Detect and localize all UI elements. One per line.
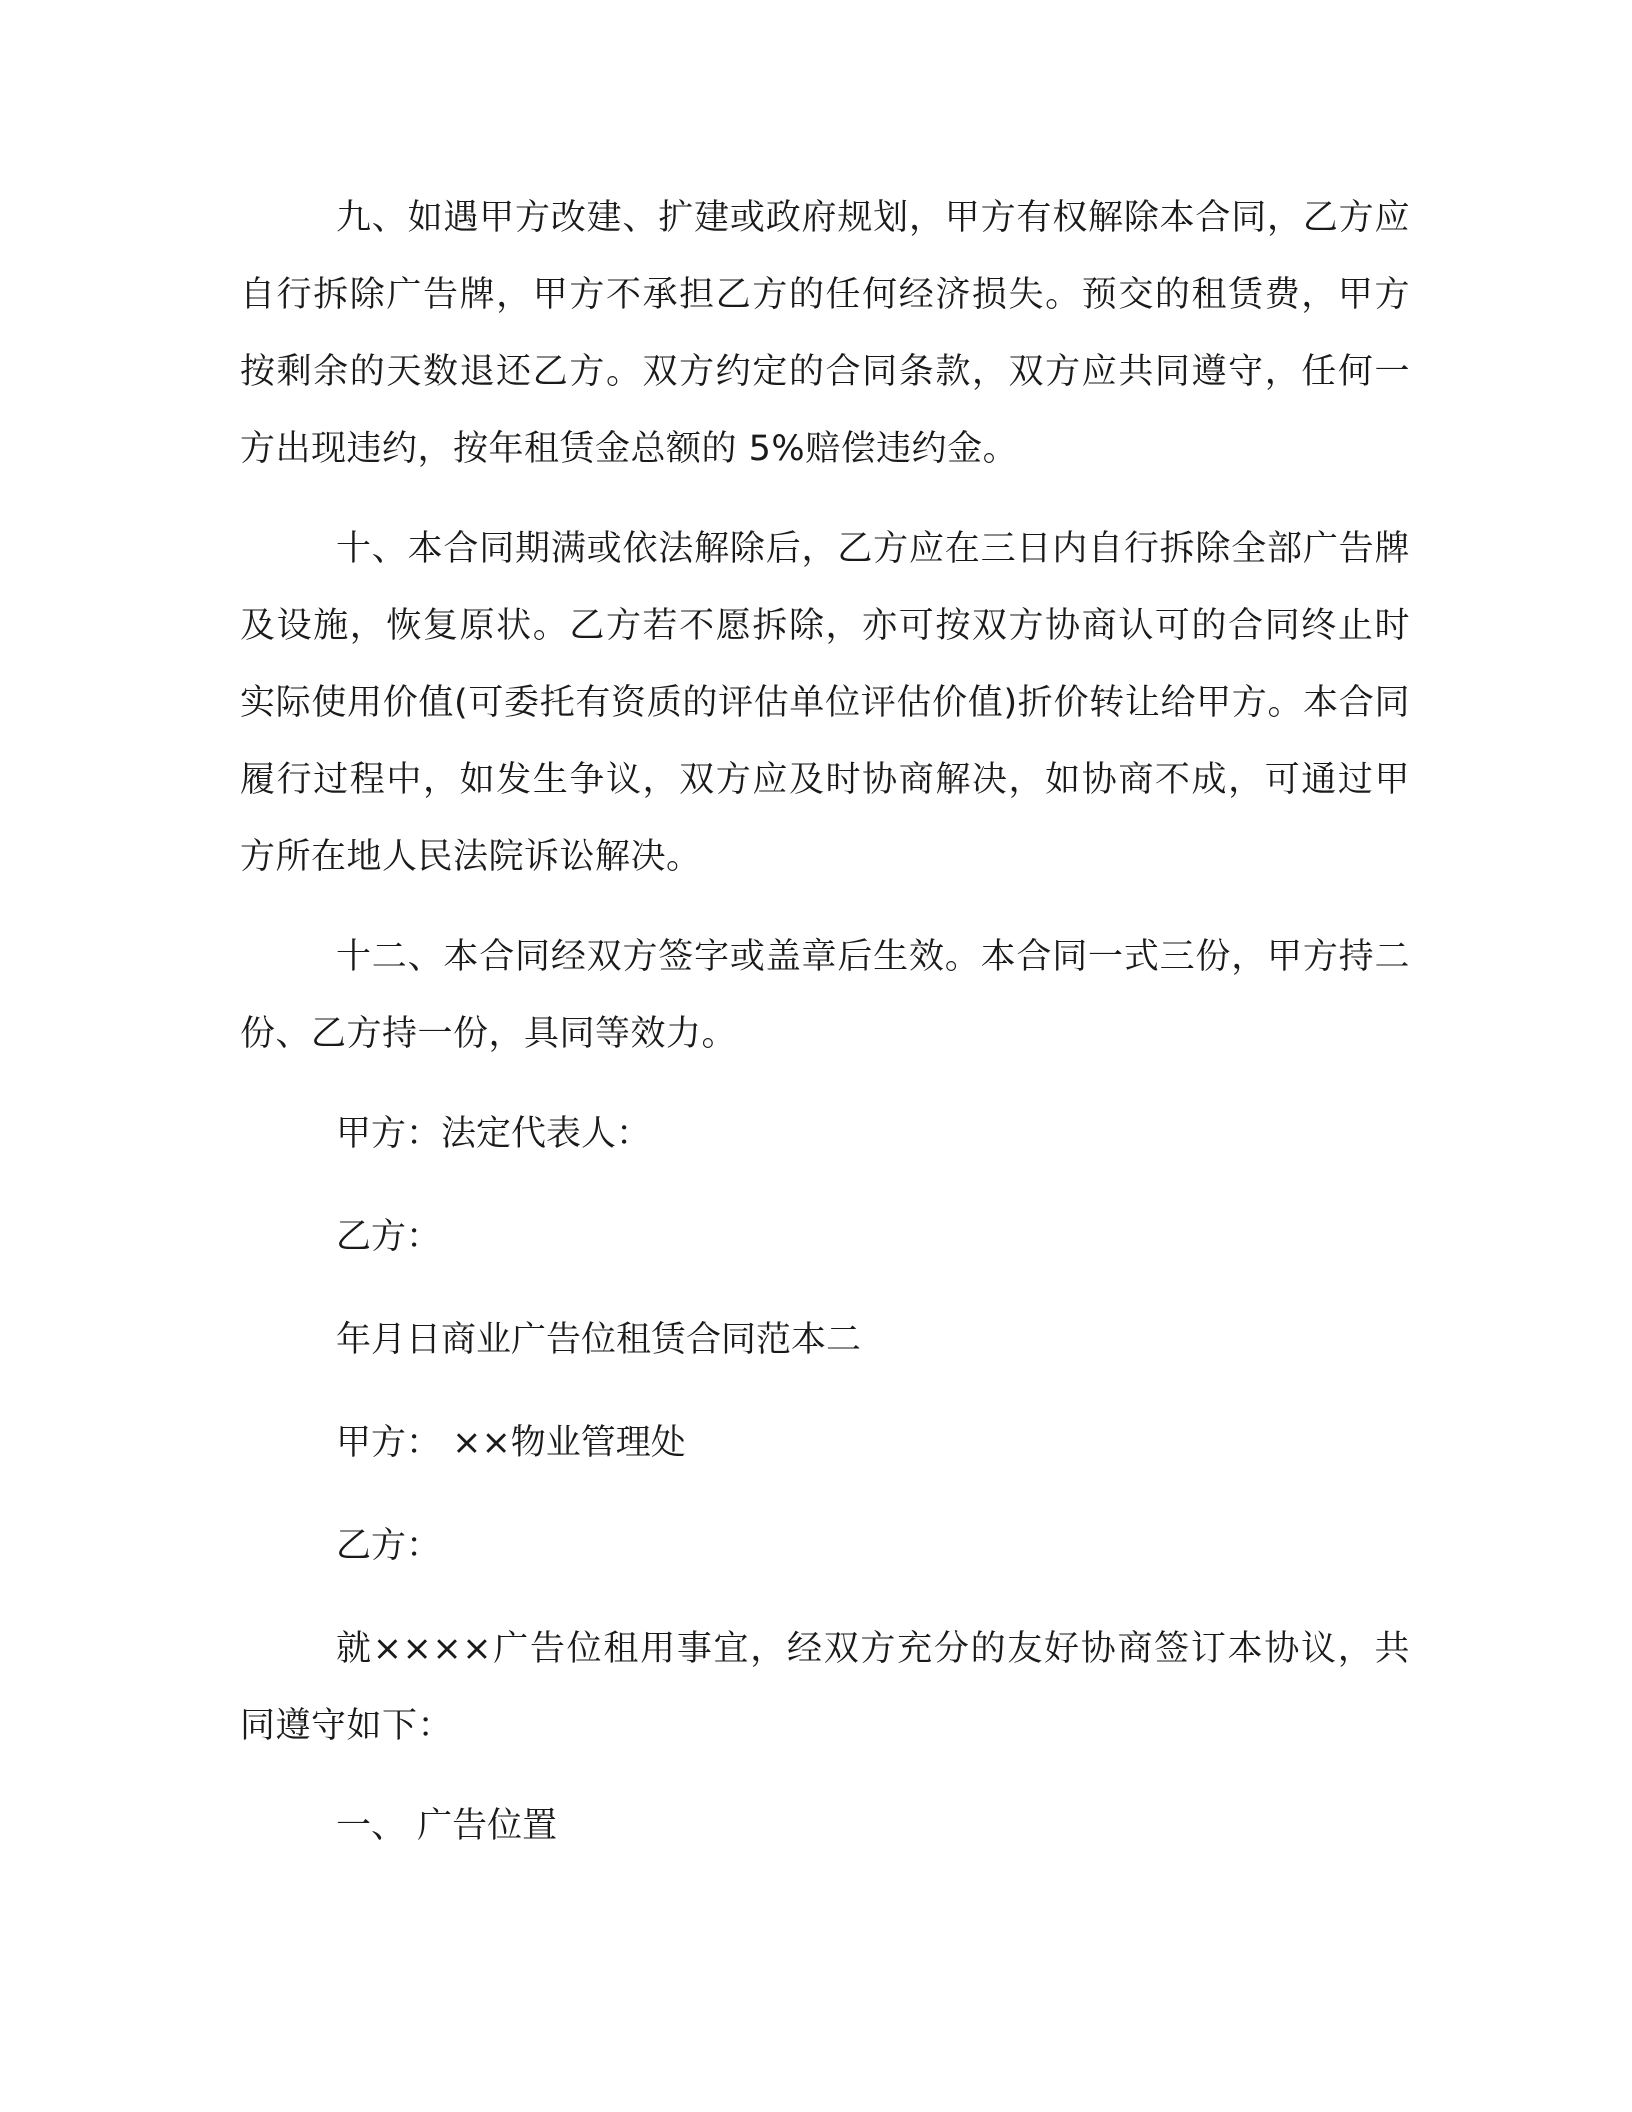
party-a-line: 甲方： ××物业管理处 bbox=[336, 1423, 686, 1463]
party-b-line: 乙方： bbox=[336, 1526, 442, 1566]
clause-10-paragraph: 十、本合同期满或依法解除后，乙方应在三日内自行拆除全部广告牌及设施，恢复原状。乙方若不愿拆除，亦可按双方协商认可的合同终止时实际使用价值(可委托有资质的评估单位评估价值)折价转让给甲方。本合同履行过程中，如发生争议，双方应及时协商解决，如协商不成，可通过甲方所在地人民法院诉讼解决。 bbox=[240, 529, 1410, 877]
clause-9-paragraph: 九、如遇甲方改建、扩建或政府规划，甲方有权解除本合同，乙方应自行拆除广告牌，甲方不承担乙方的任何经济损失。预交的租赁费，甲方按剩余的天数退还乙方。双方约定的合同条款，双方应共同遵守，任何一方出现违约，按年租赁金总额的 5%赔偿违约金。 bbox=[240, 198, 1410, 469]
clause-12-paragraph: 十二、本合同经双方签字或盖章后生效。本合同一式三份，甲方持二份、乙方持一份，具同等效力。 bbox=[240, 937, 1410, 1054]
party-a-signature-line: 甲方：法定代表人： bbox=[336, 1114, 652, 1154]
template-2-title: 年月日商业广告位租赁合同范本二 bbox=[336, 1320, 862, 1360]
section-1-heading: 一、 广告位置 bbox=[336, 1806, 558, 1846]
preamble-paragraph: 就××××广告位租用事宜，经双方充分的友好协商签订本协议，共同遵守如下： bbox=[240, 1629, 1410, 1746]
party-b-signature-line: 乙方： bbox=[336, 1217, 442, 1257]
document-body bbox=[240, 180, 1410, 1891]
